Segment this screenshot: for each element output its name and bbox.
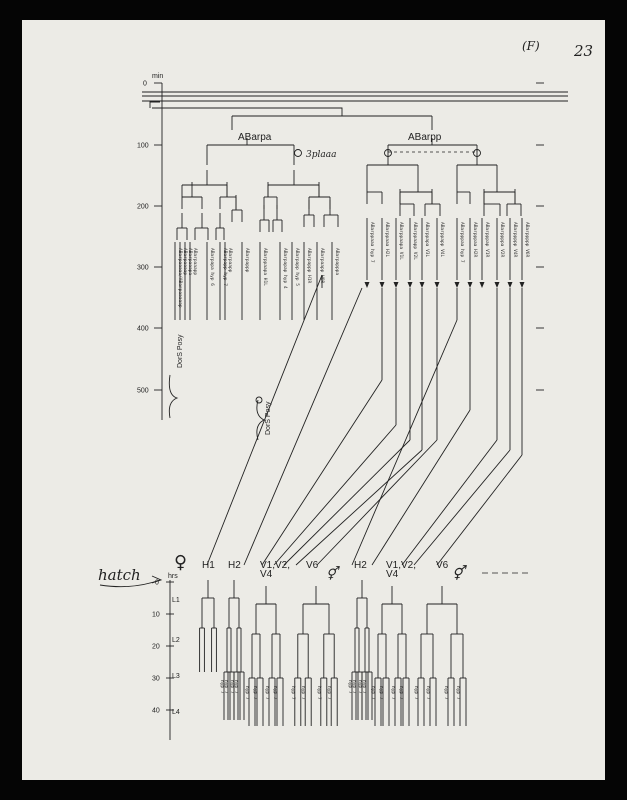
arrowhead: [520, 282, 525, 288]
side-label-dors-2: DorS Posy: [265, 401, 272, 435]
axis-tick-label: 300: [137, 264, 149, 272]
connector-line: [274, 425, 396, 565]
post-cell-label: hyp 7: [455, 686, 460, 700]
hatch-annotation: hatch: [98, 566, 141, 584]
larval-stage-label: L3: [172, 673, 180, 680]
arrowhead: [380, 282, 385, 288]
arrowhead: [394, 282, 399, 288]
larval-stage-label: L4: [172, 709, 180, 716]
connecting-lines: [207, 275, 522, 565]
cell-label: ABarpappp: [244, 248, 249, 273]
arrowhead: [468, 282, 473, 288]
cell-label: ABarpaaaap: [182, 248, 187, 276]
post-cell-label: hyp 7: [219, 680, 224, 694]
post-cell-label: hyp 7: [244, 686, 249, 700]
post-cell-label: hyp 7: [398, 686, 403, 700]
hatch-section: [98, 552, 532, 740]
cell-label: ABarpaaapa: [187, 248, 192, 276]
arrowhead: [495, 282, 500, 288]
side-label-dors-1: DorS Posy: [177, 334, 184, 368]
corner-mark: (F): [522, 39, 540, 53]
post-cell-label: hyp 7: [378, 686, 383, 700]
cell-label: ABarpappp H1R: [306, 248, 311, 284]
connector-line: [437, 455, 522, 565]
cell-label: ABarpppaa hyp 7: [459, 222, 464, 263]
arrowhead: [480, 282, 485, 288]
hatch-tick-label: 10: [152, 611, 160, 619]
larval-stage-label: L2: [172, 637, 180, 644]
cell-label: ABarpapp hyp 5: [294, 248, 299, 286]
margin-dashes: [536, 83, 544, 390]
post-cell-label: hyp 7: [272, 686, 277, 700]
connector-line: [317, 440, 437, 565]
cell-label: ABarppppp V4R: [512, 222, 517, 258]
post-cell-label: hyp 7: [300, 686, 306, 700]
arrowhead: [508, 282, 513, 288]
lineage-label: H2: [228, 560, 241, 571]
cell-label: ABarpppaa H2R: [472, 222, 477, 258]
lineage-label: V4: [260, 569, 273, 580]
post-cell-label: hyp 7: [264, 686, 269, 700]
hatch-tick-label: 0: [155, 579, 159, 587]
post-cell-label: hyp 7: [390, 686, 395, 700]
cell-label: ABarpppap V1R: [484, 222, 489, 258]
post-cell-label: hyp 7: [370, 686, 375, 700]
lineage-label: H1: [202, 560, 215, 571]
post-cell-label: hyp 7: [413, 686, 418, 700]
hermaphrodite-symbol: ⚥: [452, 566, 465, 582]
lineage-label: V6: [306, 560, 319, 571]
cell-label: ABarpaapp HOR: [319, 248, 324, 284]
cell-label: ABarppapa V3L: [424, 222, 429, 258]
cell-label: ABarpapppa: [334, 248, 339, 276]
cell-label: ABarppppa V2R: [499, 222, 504, 258]
arrowhead: [365, 282, 370, 288]
cell-label: ABarpapp hyp 7: [222, 248, 227, 286]
document-page: [22, 20, 605, 780]
page-number: 23: [574, 42, 594, 60]
embryo-lineage-tree: [177, 150, 521, 240]
postembryonic-lineage-tree: [200, 580, 466, 726]
post-cell-label: hyp 7: [347, 680, 352, 694]
connector-line: [207, 275, 322, 565]
post-cell-label: hyp 7: [443, 686, 448, 700]
axis-tick-label: 0: [143, 80, 147, 88]
lineage-diagram: [22, 20, 605, 780]
lineage-label: V6: [436, 560, 449, 571]
axis-tick-label: 400: [137, 325, 149, 333]
cell-label: ABarppaaa H2L: [384, 222, 389, 258]
post-cell-label: hyp 7: [326, 686, 332, 700]
hatch-tick-label: 30: [152, 675, 160, 683]
embryo-trunk: [142, 92, 568, 165]
lineage-label: V1,V2,: [260, 560, 291, 571]
cell-label: ABarpaaaaa/ABarpaaaaap: [177, 248, 182, 308]
connector-line: [402, 440, 497, 565]
post-cell-label: hyp 7: [315, 686, 321, 700]
post-cell-label: hyp 7: [223, 680, 228, 694]
arrowhead: [435, 282, 440, 288]
cell-label: ABarppaapa H1L: [262, 248, 267, 286]
cell-label: ABarpaapp: [227, 248, 232, 273]
axis-tick-label: 500: [137, 387, 149, 395]
lineage-label: V1,V2,: [386, 560, 417, 571]
female-symbol: ♀: [174, 552, 188, 573]
post-cell-label: hyp 7: [252, 686, 257, 700]
axis-tick-label: 100: [137, 142, 149, 150]
hatch-tick-label: 40: [152, 707, 160, 715]
top-time-axis: [137, 73, 163, 420]
post-cell-label: hyp 7: [361, 680, 366, 694]
arrowhead: [455, 282, 460, 288]
hatch-axis-unit: hrs: [168, 573, 178, 580]
branch-label-abarpa: ABarpa: [238, 132, 272, 143]
cell-labels-left: [175, 242, 340, 320]
cell-label: ABarpapa hyp 6: [209, 248, 214, 286]
post-cell-label: hyp 7: [351, 680, 356, 694]
annotation-3plaaa: 3plaaa: [306, 150, 337, 160]
arrowhead: [408, 282, 413, 288]
cell-label: ABarppaapp V2L: [412, 222, 417, 260]
larval-stage-label: L1: [172, 597, 180, 604]
post-cell-label: hyp 7: [229, 680, 234, 694]
post-cell-label: hyp 7: [425, 686, 430, 700]
lineage-label: V4: [386, 569, 399, 580]
connector-line: [414, 450, 510, 565]
male-symbol-left: ⚥: [326, 567, 338, 582]
cell-label: ABarppaapa V1L: [398, 222, 403, 260]
connector-line: [352, 320, 457, 565]
post-cell-label: hyp 7: [289, 686, 295, 700]
arrowhead: [420, 282, 425, 288]
cell-label: ABarppppp V6R: [524, 222, 529, 258]
branch-label-abarpp: ABarpp: [408, 132, 442, 143]
axis-tick-label: 200: [137, 203, 149, 211]
cell-label: ABarpapap hyp 4: [282, 248, 287, 289]
cell-label: ABarpaaapp: [192, 248, 197, 276]
cell-labels-right: [365, 218, 531, 288]
cell-label: ABarppaaa hyp 7: [369, 222, 374, 263]
dors-brackets: [169, 334, 272, 440]
hatch-tick-label: 20: [152, 643, 160, 651]
lineage-label: H2: [354, 560, 367, 571]
post-cell-label: hyp 7: [357, 680, 362, 694]
post-cell-label: hyp 7: [233, 680, 238, 694]
cell-label: ABarppapp V4L: [439, 222, 444, 258]
axis-unit-min: min: [152, 73, 164, 80]
